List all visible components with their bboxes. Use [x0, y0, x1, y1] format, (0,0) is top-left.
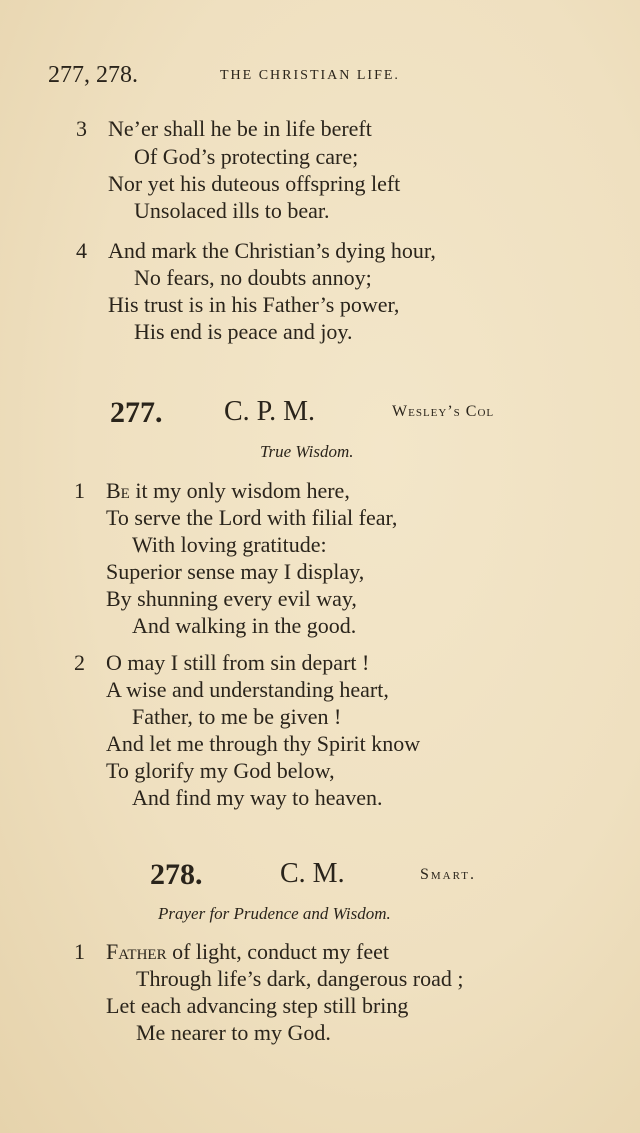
- page-numbers: 277, 278.: [48, 62, 138, 88]
- hymn-line: And walking in the good.: [132, 613, 357, 638]
- hymn-author: Wesley’s Col: [392, 403, 495, 420]
- hymn-line: Me nearer to my God.: [136, 1020, 331, 1045]
- hymn-line: With loving gratitude:: [132, 532, 327, 557]
- hymn-line: A wise and understanding heart,: [106, 677, 389, 702]
- hymn-line: By shunning every evil way,: [106, 586, 357, 611]
- running-header: [48, 62, 608, 92]
- verse-number: 1: [74, 939, 85, 964]
- first-word: Father: [106, 939, 167, 964]
- hymn-line: [106, 478, 350, 504]
- hymn-line: Superior sense may I display,: [106, 559, 365, 584]
- hymn-line: Let each advancing step still bring: [106, 993, 409, 1018]
- hymn-line: Father, to me be given !: [132, 704, 342, 729]
- hymn-line: To serve the Lord with filial fear,: [106, 505, 398, 530]
- verse-number: 1: [74, 478, 85, 503]
- hymn-line: To glorify my God below,: [106, 758, 335, 783]
- hymn-line: His end is peace and joy.: [134, 319, 353, 344]
- hymn-meter: C. M.: [280, 858, 345, 889]
- hymn-title: True Wisdom.: [260, 442, 354, 461]
- hymn-line: Ne’er shall he be in life bereft: [108, 116, 372, 141]
- hymn-meter: C. P. M.: [224, 396, 316, 427]
- hymn-title: Prayer for Prudence and Wisdom.: [158, 904, 391, 923]
- first-word: Be: [106, 478, 130, 503]
- hymn-line: And mark the Christian’s dying hour,: [108, 238, 436, 263]
- hymn-number: 277.: [110, 396, 163, 429]
- hymn-line: Of God’s protecting care;: [134, 144, 359, 169]
- hymn-line: His trust is in his Father’s power,: [108, 292, 400, 317]
- hymn-number: 278.: [150, 858, 203, 891]
- hymn-author: Smart.: [420, 866, 477, 883]
- running-title: THE CHRISTIAN LIFE.: [220, 68, 400, 83]
- verse-number: 4: [76, 238, 87, 263]
- hymn-line: O may I still from sin depart !: [106, 650, 370, 675]
- line-rest: of light, conduct my feet: [166, 939, 389, 964]
- verse-number: 3: [76, 116, 87, 141]
- hymn-line: Unsolaced ills to bear.: [134, 198, 330, 223]
- verse-number: 2: [74, 650, 85, 675]
- hymn-line: [106, 939, 389, 965]
- hymn-line: Through life’s dark, dangerous road ;: [136, 966, 464, 991]
- hymn-line: And find my way to heaven.: [132, 785, 383, 810]
- hymn-line: Nor yet his duteous offspring left: [108, 171, 401, 196]
- line-rest: it my only wisdom here,: [129, 478, 350, 503]
- hymn-line: No fears, no doubts annoy;: [134, 265, 372, 290]
- hymn-line: And let me through thy Spirit know: [106, 731, 421, 756]
